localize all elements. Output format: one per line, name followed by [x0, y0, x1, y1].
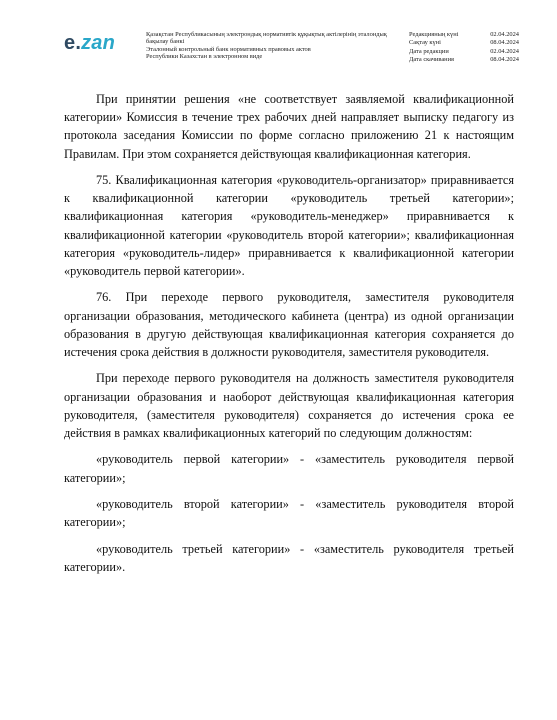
- meta-value: 02.04.2024: [490, 47, 519, 55]
- meta-row-edition-date-kz: [409, 31, 519, 39]
- meta-value: 02.04.2024: [490, 31, 519, 38]
- logo-e: e: [64, 32, 76, 54]
- meta-row-save-date-kz: [409, 39, 519, 47]
- logo-dot: .: [75, 32, 82, 54]
- list-item-first-category: «руководитель первой категории» - «заместитель руководителя первой категории»;: [64, 452, 514, 485]
- paragraph-75: 75. Квалификационная категория «руководитель-организатор» приравнивается к квалификационной категории «руководитель третьей категории»; квалификационная категория «руководитель-менеджер» приравнивается к квалификационной категории «руководитель второй категории»; квалификационная категория «руководитель-лидер» приравнивается к квалификационной категории «руководитель первой категории».: [64, 173, 514, 279]
- meta-row-edition-date: [409, 48, 519, 56]
- meta-label: Сақтау күні: [409, 39, 441, 47]
- meta-label: Дата редакции: [409, 47, 449, 55]
- list-item-second-category: «руководитель второй категории» - «заместитель руководителя второй категории»;: [64, 497, 514, 530]
- header-description-line-ru-2: Республики Казахстан в электронном виде: [146, 52, 263, 60]
- paragraph-decision: При принятии решения «не соответствует заявляемой квалификационной категории» Комиссия в течение трех рабочих дней направляет выписку педагогу из протокола заседания Комиссии по форме согласно приложению 21 к настоящим Правилам. При этом сохраняется действующая квалификационная категория.: [64, 92, 514, 161]
- meta-value: 08.04.2024: [490, 39, 519, 47]
- logo-zan: zan: [81, 32, 116, 54]
- paragraph-transfer: При переходе первого руководителя на должность заместителя руководителя организации образования и наоборот действующая квалификационная категория руководителя, (заместителя руководителя) сохраняется до истечения срока ее действия в рамках квалификационных категорий по следующим должностям:: [64, 371, 514, 441]
- paragraph-76: 76. При переходе первого руководителя, заместителя руководителя организации образования, методического кабинета (центра) из одной организации образования в другую действующая квалификационная категория сохраняется до истечения срока действия в должности руководителя, заместителя руководителя.: [64, 290, 514, 360]
- list-item-third-category: «руководитель третьей категории» - «заместитель руководителя третьей категории».: [64, 541, 514, 574]
- meta-label: Дата скачивания: [409, 56, 454, 64]
- header-description-line-ru-1: Эталонный контрольный банк нормативных правовых актов: [146, 45, 311, 53]
- header-meta: [409, 31, 519, 65]
- header-description: [146, 31, 396, 60]
- ezan-logo: [64, 33, 115, 53]
- meta-row-download-date: [409, 56, 519, 64]
- document-body: [64, 90, 514, 584]
- meta-value: 08.04.2024: [490, 56, 519, 64]
- document-header: [0, 0, 557, 70]
- meta-label: Редакцияның күні: [409, 31, 459, 38]
- header-description-line-kz: Қазақстан Республикасының электрондық нормативтік құқықтық актілерінің эталондық бақылау банкі: [146, 31, 387, 46]
